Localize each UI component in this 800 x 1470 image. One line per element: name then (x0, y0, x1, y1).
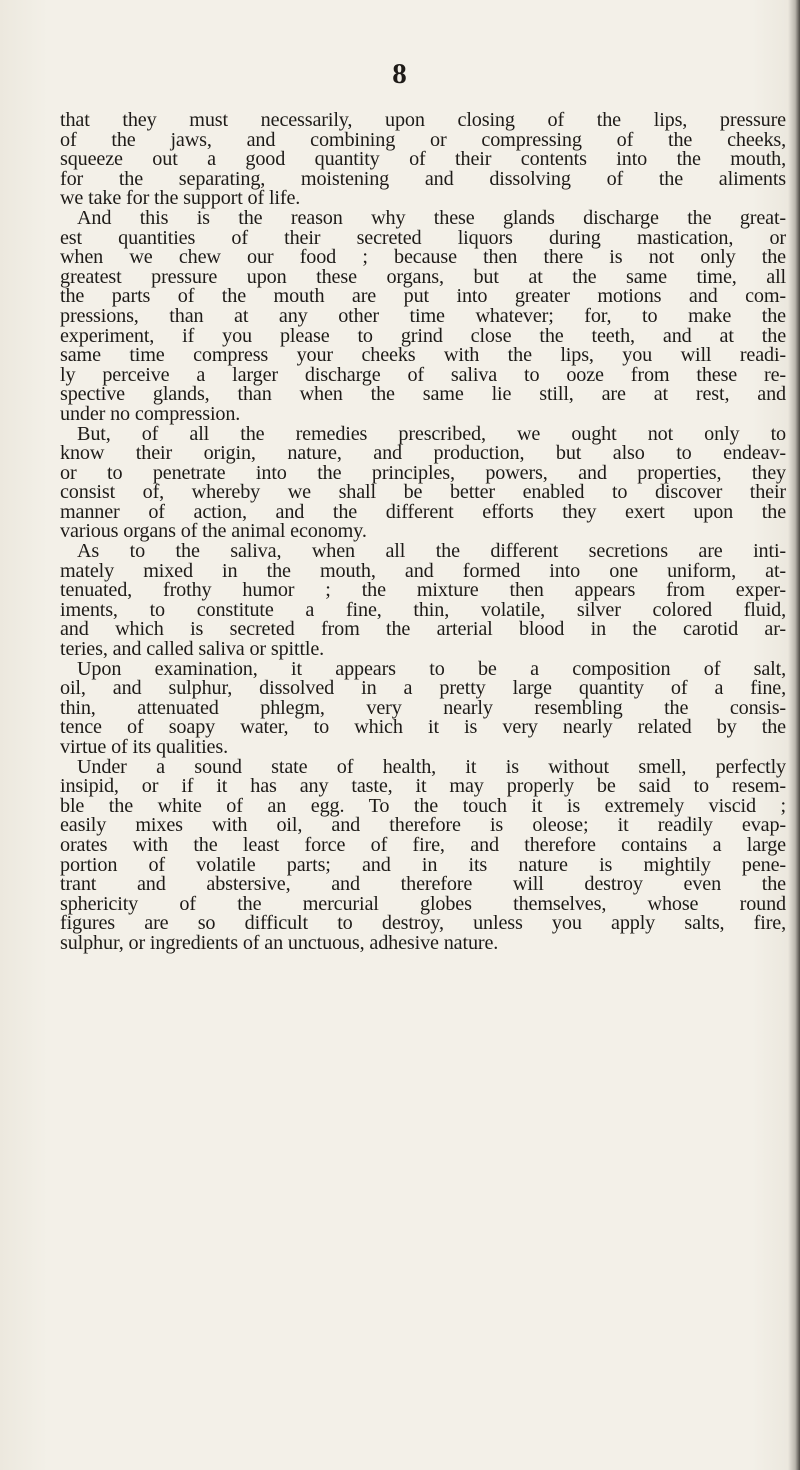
body-text (60, 111, 786, 954)
text-line: teries, and called saliva or spittle. (60, 638, 325, 661)
text-line: ly perceive a larger discharge of saliva to ooze from these re- (60, 363, 786, 386)
text-line: tenuated, frothy humor ; the mixture then appears from exper- (60, 579, 786, 602)
text-line: experiment, if you please to grind close the teeth, and at the (60, 324, 786, 347)
text-line: same time compress your cheeks with the lips, you will readi- (60, 344, 786, 367)
text-line: and which is secreted from the arterial blood in the carotid ar- (60, 618, 786, 641)
text-line: Upon examination, it appears to be a composition of salt, (77, 657, 786, 680)
text-line: consist of, whereby we shall be better enabled to discover their (60, 481, 786, 504)
text-line: for the separating, moistening and dissolving of the aliments (60, 167, 786, 190)
text-line: tence of soapy water, to which it is very nearly related by the (60, 716, 786, 739)
text-line: iments, to constitute a fine, thin, volatile, silver colored fluid, (60, 598, 786, 621)
text-line: greatest pressure upon these organs, but at the same time, all (60, 265, 786, 288)
text-line: under no compression. (60, 402, 241, 425)
text-line: of the jaws, and combining or compressing of the cheeks, (60, 128, 786, 151)
text-line: or to penetrate into the principles, powers, and properties, they (60, 461, 786, 484)
text-line: sphericity of the mercurial globes themselves, whose round (60, 892, 786, 915)
text-line: virtue of its qualities. (60, 736, 228, 758)
text-line: pressions, than at any other time whatever; for, to make the (60, 304, 786, 327)
text-line: est quantities of their secreted liquors during mastication, or (60, 226, 786, 249)
text-line: know their origin, nature, and production, but also to endeav- (60, 442, 786, 465)
page-number: 8 (392, 58, 408, 90)
text-line: various organs of the animal economy. (60, 520, 367, 543)
text-line: squeeze out a good quantity of their contents into the mouth, (60, 148, 786, 171)
text-line: when we chew our food ; because then there is not only the (60, 246, 786, 269)
text-line: ble the white of an egg. To the touch it is extremely viscid ; (60, 794, 786, 817)
text-line: that they must necessarily, upon closing of the lips, pressure (60, 109, 786, 131)
page-edge-shadow (788, 0, 800, 1470)
text-line: oil, and sulphur, dissolved in a pretty large quantity of a fine, (60, 677, 786, 700)
text-line: thin, attenuated phlegm, very nearly resembling the consis- (60, 696, 786, 719)
text-line: And this is the reason why these glands discharge the great- (77, 206, 786, 229)
text-line: spective glands, than when the same lie still, are at rest, and (60, 383, 786, 406)
text-line: figures are so difficult to destroy, unless you apply salts, fire, (60, 912, 786, 935)
text-line: easily mixes with oil, and therefore is oleose; it readily evap- (60, 814, 786, 837)
text-line: trant and abstersive, and therefore will destroy even the (60, 873, 786, 896)
text-line: But, of all the remedies prescribed, we ought not only to (77, 422, 786, 445)
text-line: insipid, or if it has any taste, it may properly be said to resem- (60, 775, 786, 798)
text-line: As to the saliva, when all the different secretions are inti- (77, 540, 786, 563)
text-line: manner of action, and the different efforts they exert upon the (60, 500, 786, 523)
text-line: mately mixed in the mouth, and formed into one uniform, at- (60, 559, 786, 582)
text-line: we take for the support of life. (60, 187, 301, 210)
text-line: the parts of the mouth are put into greater motions and com- (60, 285, 786, 308)
text-line: Under a sound state of health, it is without smell, perfectly (77, 755, 786, 778)
text-line: sulphur, or ingredients of an unctuous, adhesive nature. (60, 931, 499, 954)
text-line: portion of volatile parts; and in its nature is mightily pene- (60, 853, 786, 876)
text-line: orates with the least force of fire, and therefore contains a large (60, 833, 786, 856)
